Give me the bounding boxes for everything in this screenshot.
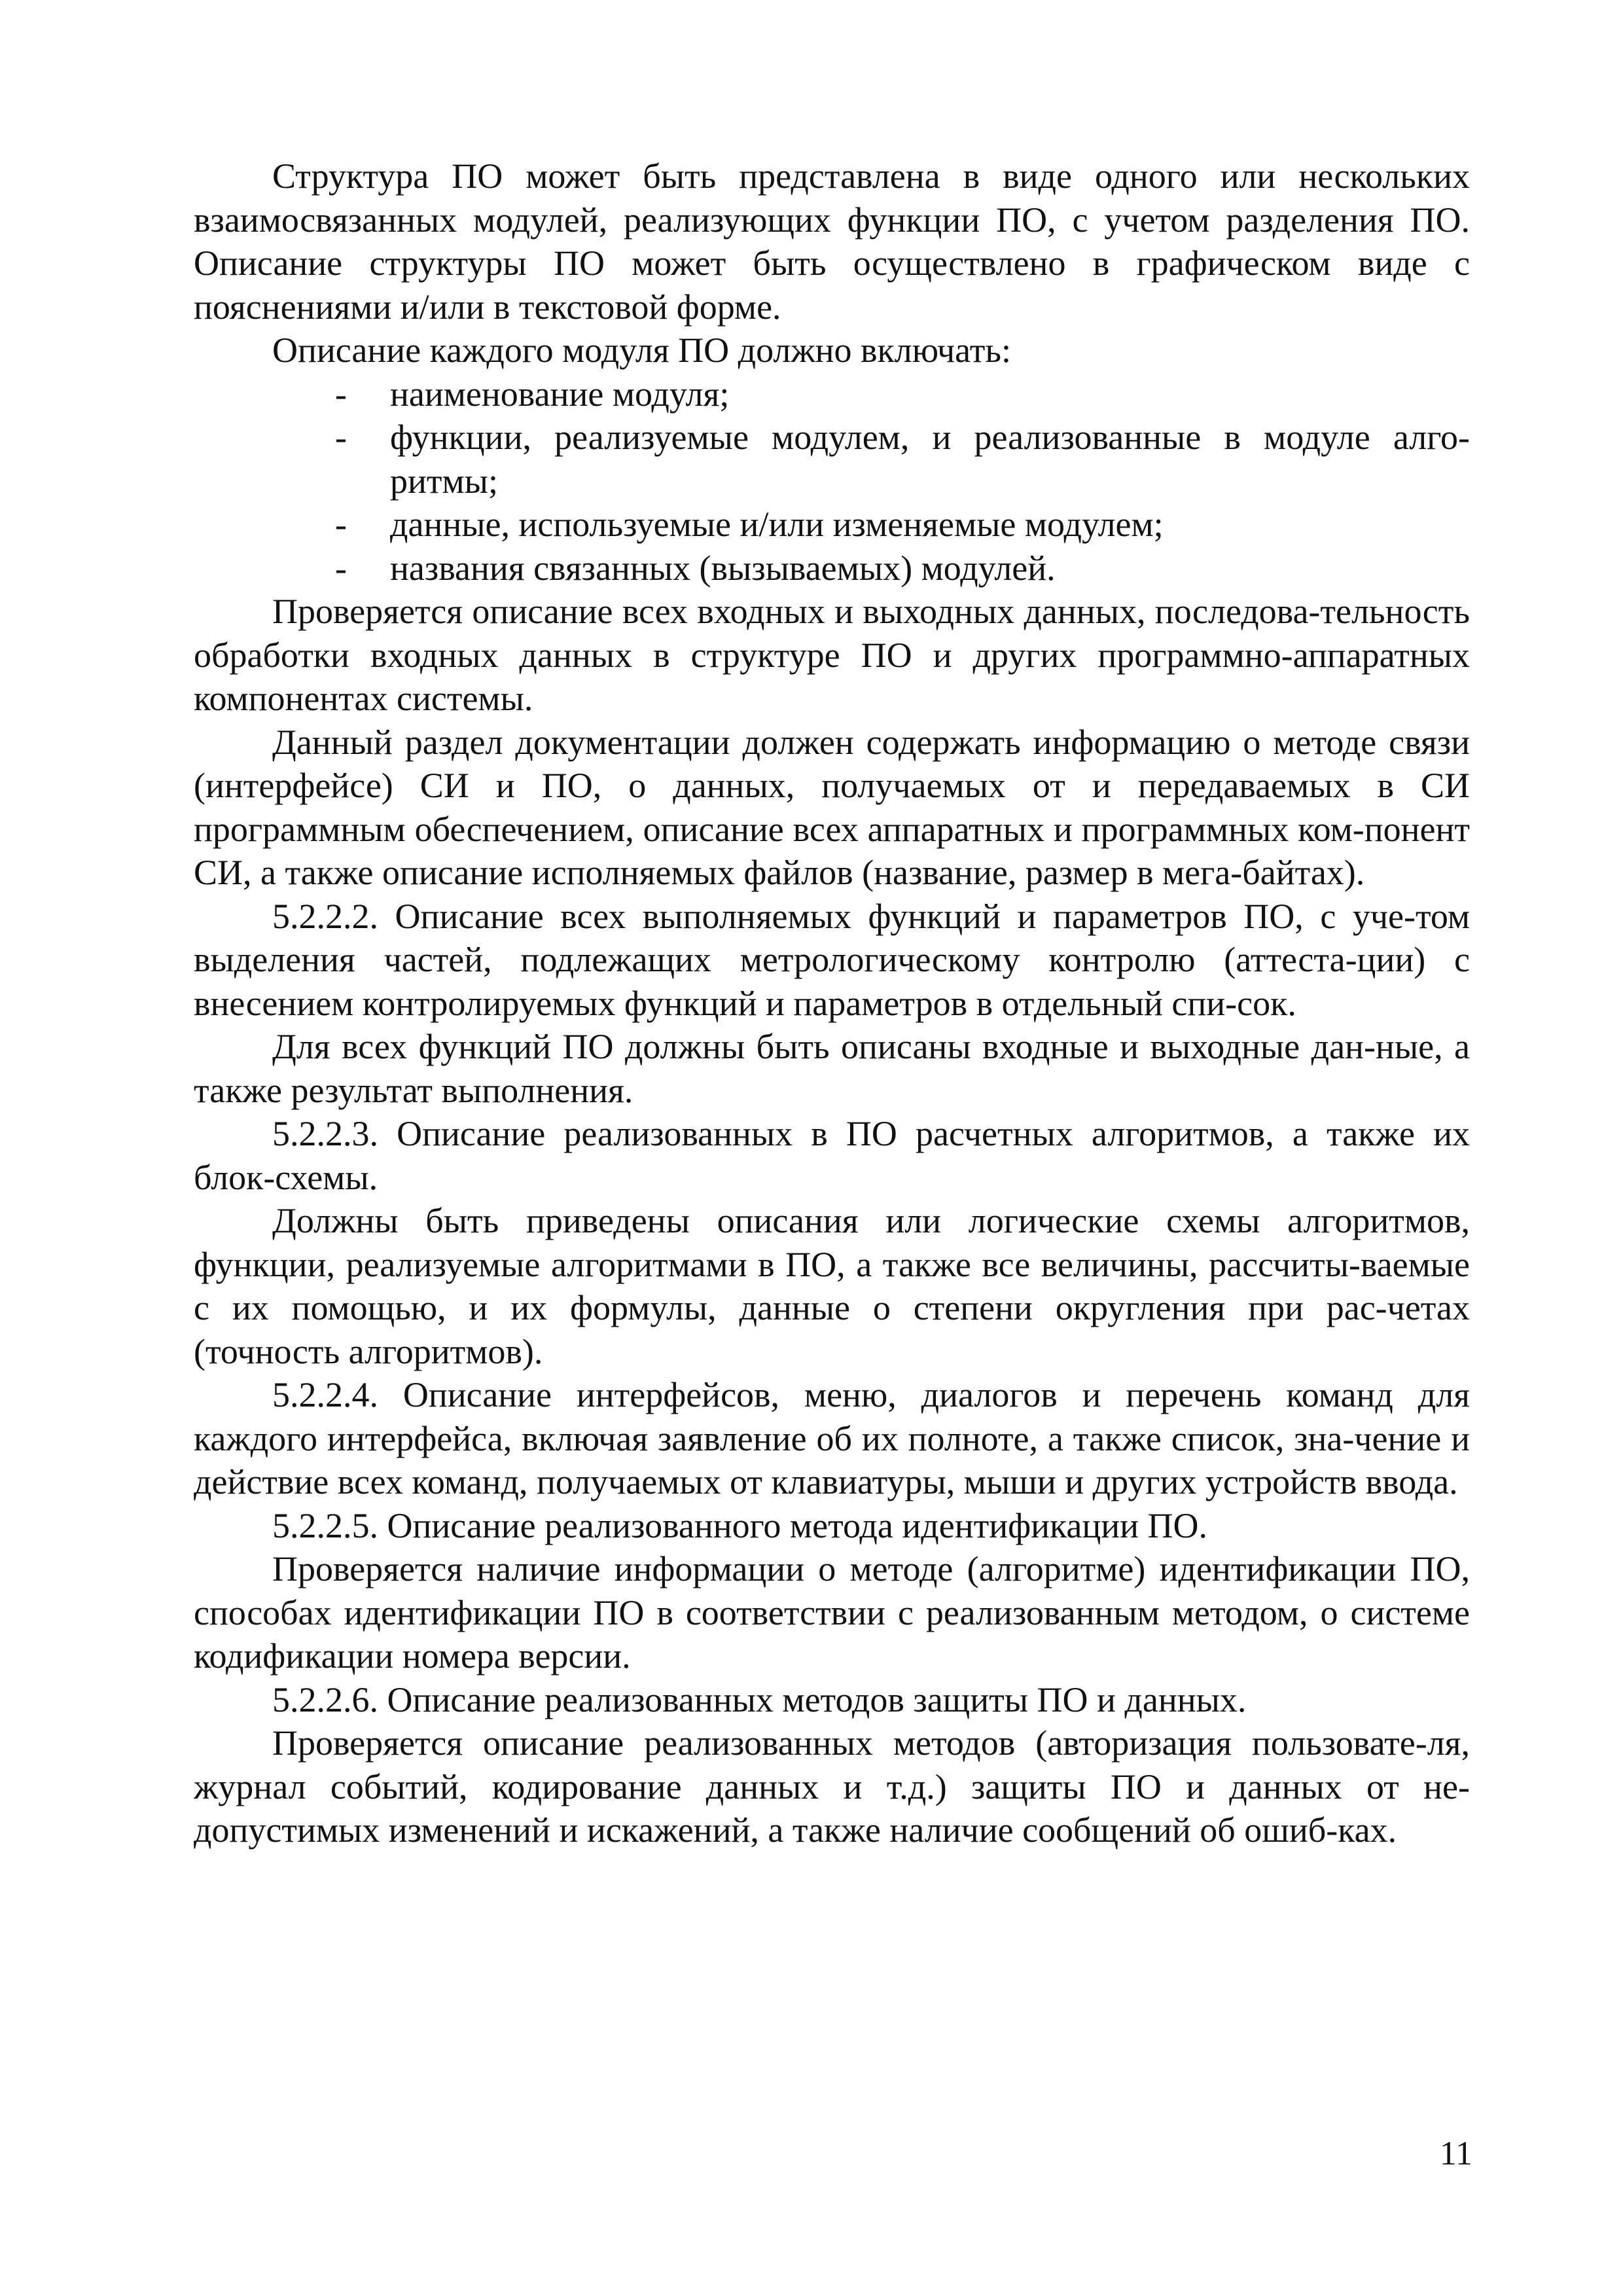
paragraph-algorithms: Должны быть приведены описания или логические схемы алгоритмов, функции, реализуемые алгоритмами в ПО, а также все величины, рассчиты-ваемые с их помощью, и их формулы, данные о степени округления при рас-четах (точность алгоритмов).: [194, 1201, 1470, 1371]
list-item: [194, 416, 1470, 503]
paragraph-io-check: Проверяется описание всех входных и выходных данных, последова-тельность обработки входных данных в структуре ПО и других программно-аппаратных компонентах системы.: [194, 592, 1470, 718]
list-item: [194, 547, 1470, 590]
paragraph-interface-section: Данный раздел документации должен содержать информацию о методе связи (интерфейсе) СИ и ПО, о данных, получаемых от и передаваемых в СИ программным обеспечением, описание всех аппаратных и программных ком-понент СИ, а также описание исполняемых файлов (название, размер в мега-байтах).: [194, 722, 1470, 892]
document-body: [194, 154, 1470, 1852]
list-item: [194, 372, 1470, 416]
paragraph-5-2-2-6: 5.2.2.6. Описание реализованных методов защиты ПО и данных.: [272, 1679, 1247, 1719]
list-item-text: наименование модуля;: [390, 374, 730, 414]
list-dash: -: [335, 374, 347, 414]
module-requirements-list: [194, 372, 1470, 590]
list-item-text: названия связанных (вызываемых) модулей.: [390, 548, 1056, 588]
list-dash: -: [335, 548, 347, 588]
paragraph-5-2-2-5: 5.2.2.5. Описание реализованного метода идентификации ПО.: [272, 1505, 1208, 1545]
paragraph-5-2-2-3: 5.2.2.3. Описание реализованных в ПО расчетных алгоритмов, а также их блок-схемы.: [194, 1114, 1470, 1197]
list-dash: -: [335, 505, 347, 544]
paragraph-structure: Структура ПО может быть представлена в виде одного или нескольких взаимосвязанных модулей, реализующих функции ПО, с учетом разделения ПО. Описание структуры ПО может быть осуществлено в графическом виде с пояснениями и/или в текстовой форме.: [194, 156, 1470, 327]
paragraph-module-description: Описание каждого модуля ПО должно включать:: [272, 331, 1011, 370]
list-item-text: функции, реализуемые модулем, и реализованные в модуле алго-ритмы;: [390, 418, 1470, 501]
list-item-text: данные, используемые и/или изменяемые модулем;: [390, 505, 1164, 544]
paragraph-5-2-2-2: 5.2.2.2. Описание всех выполняемых функций и параметров ПО, с уче-том выделения частей, подлежащих метрологическому контролю (аттеста-ции) с внесением контролируемых функций и параметров в отдельный спи-сок.: [194, 896, 1470, 1023]
paragraph-identification: Проверяется наличие информации о методе (алгоритме) идентификации ПО, способах идентификации ПО в соответствии с реализованным методом, о системе кодификации номера версии.: [194, 1549, 1470, 1676]
paragraph-5-2-2-4: 5.2.2.4. Описание интерфейсов, меню, диалогов и перечень команд для каждого интерфейса, включая заявление об их полноте, а также список, зна-чение и действие всех команд, получаемых от клавиатуры, мыши и других устройств ввода.: [194, 1375, 1470, 1501]
page-number: 11: [1439, 2135, 1472, 2172]
list-dash: -: [335, 418, 347, 457]
paragraph-protection: Проверяется описание реализованных методов (авторизация пользовате-ля, журнал событий, кодирование данных и т.д.) защиты ПО и данных от не-допустимых изменений и искажений, а также наличие сообщений об ошиб-ках.: [194, 1723, 1470, 1850]
list-item: [194, 503, 1470, 547]
paragraph-functions-io: Для всех функций ПО должны быть описаны входные и выходные дан-ные, а также результат выполнения.: [194, 1027, 1470, 1110]
